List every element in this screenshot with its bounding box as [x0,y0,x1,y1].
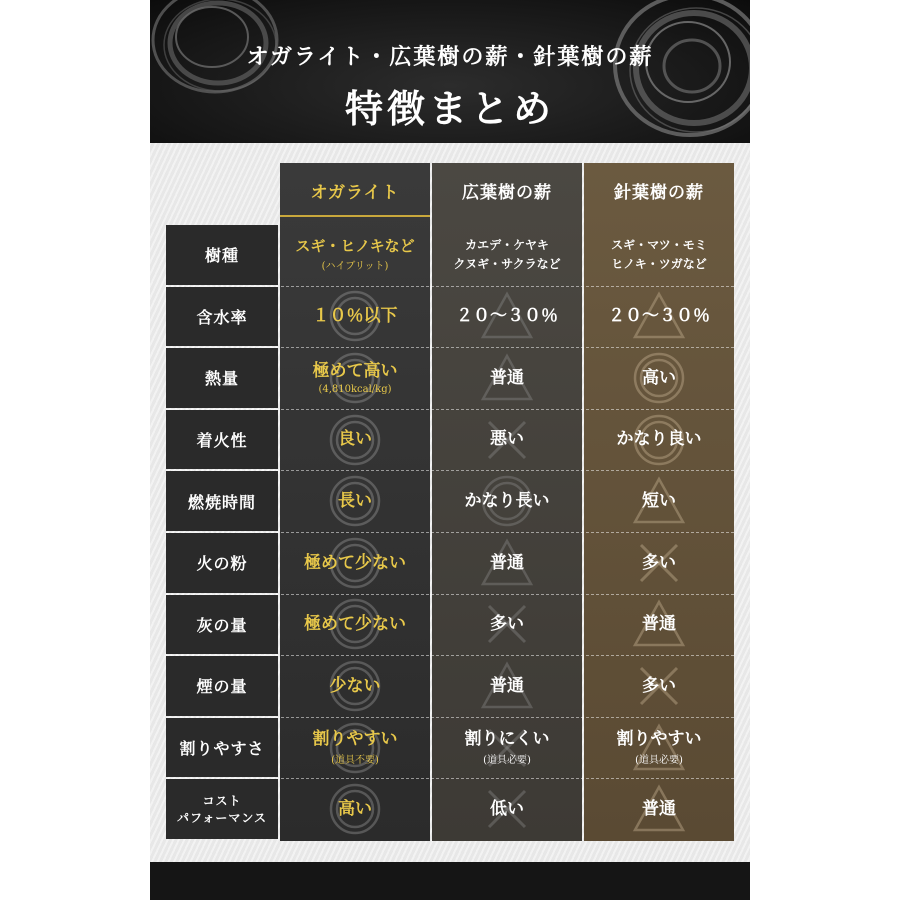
cell-og [280,348,430,408]
cell-sw [584,225,734,285]
row-label-text: 含水率 [196,307,248,327]
cell-og [280,533,430,593]
header-ogalite: オガライト [310,182,400,203]
cell-og [280,656,430,716]
cell-value: 極めて少ない [304,614,406,635]
cell-hw [432,348,582,408]
cell-note: (ハイブリット) [321,261,389,273]
header-subtitle: オガライト・広葉樹の薪・針葉樹の薪 [246,44,654,70]
row-label [166,410,278,470]
cell-og [280,595,430,655]
row-label-text: 煙の量 [196,677,248,697]
row-label-text: コスト [202,794,242,809]
cell-value-2: クヌギ・サクラなど [453,256,561,271]
header-banner [150,0,750,143]
cell-value: スギ・マツ・モミ [611,237,707,252]
cell-og [280,225,430,285]
row-label-text: 灰の量 [196,615,248,635]
row-label [166,595,278,655]
cell-value: 多い [642,552,676,573]
comparison-table [166,163,734,841]
cell-value: かなり良い [616,429,702,450]
cell-value: 悪い [490,429,524,450]
row-label [166,779,278,839]
row-label-text: 熱量 [204,369,239,389]
row-label-text-2: パフォーマンス [176,811,268,826]
cell-sw [584,287,734,347]
cell-sw [584,656,734,716]
row-label [166,656,278,716]
row-label [166,533,278,593]
cell-note: (4,810kcal/kg) [318,383,392,395]
cell-og [280,471,430,531]
cell-value: 極めて少ない [304,552,406,573]
cell-value: 多い [642,675,676,696]
header-softwood: 針葉樹の薪 [614,182,704,203]
cell-hw [432,471,582,531]
cell-value: 割りにくい [464,728,550,749]
cell-value: 普通 [642,798,676,819]
header-title: 特徴まとめ [344,86,555,131]
footer-band [150,862,750,900]
row-label-text: 火の粉 [196,554,248,574]
cell-note: (道具必要) [635,755,683,767]
cell-sw [584,348,734,408]
cell-value: 少ない [329,675,381,696]
cell-value: 短い [642,490,676,511]
cell-hw [432,718,582,778]
page-frame [150,0,750,900]
cell-hw [432,779,582,839]
cell-value: 割りやすい [312,728,398,749]
cell-value: 高い [642,367,676,388]
cell-sw [584,410,734,470]
header-hardwood: 広葉樹の薪 [462,182,552,203]
row-label [166,287,278,347]
cell-value: 低い [490,798,524,819]
cell-sw [584,533,734,593]
row-label [166,471,278,531]
cell-value: 普通 [490,367,524,388]
cell-hw [432,533,582,593]
cell-sw [584,471,734,531]
row-label-text: 樹種 [204,246,239,266]
row-label-text: 着火性 [196,431,248,451]
row-label [166,225,278,285]
cell-value: 普通 [642,614,676,635]
cell-value: １０％以下 [312,306,398,327]
cell-sw [584,779,734,839]
cell-hw [432,287,582,347]
cell-sw [584,595,734,655]
cell-value: ２０〜３０％ [456,306,558,327]
cell-note: (道具必要) [483,755,531,767]
cell-hw [432,656,582,716]
cell-value: 良い [338,429,372,450]
cell-hw [432,225,582,285]
cell-og [280,779,430,839]
cell-value: 長い [338,490,372,511]
cell-value: 普通 [490,552,524,573]
cell-value: かなり長い [464,490,550,511]
cell-og [280,410,430,470]
cell-value: 普通 [490,675,524,696]
cell-value: 多い [490,614,524,635]
cell-note: (道具不要) [331,755,379,767]
cell-value-2: ヒノキ・ツガなど [611,256,707,271]
cell-value: カエデ・ケヤキ [465,237,549,252]
cell-og [280,718,430,778]
row-label-text: 燃焼時間 [187,492,256,512]
row-label [166,348,278,408]
cell-value: スギ・ヒノキなど [295,237,415,256]
cell-value: 割りやすい [616,728,702,749]
cell-og [280,287,430,347]
cell-sw [584,718,734,778]
row-label-text: 割りやすさ [179,739,265,759]
cell-value: 極めて高い [312,361,398,382]
row-label [166,718,278,778]
cell-hw [432,410,582,470]
cell-value: 高い [338,798,372,819]
cell-value: ２０〜３０％ [608,306,710,327]
cell-hw [432,595,582,655]
